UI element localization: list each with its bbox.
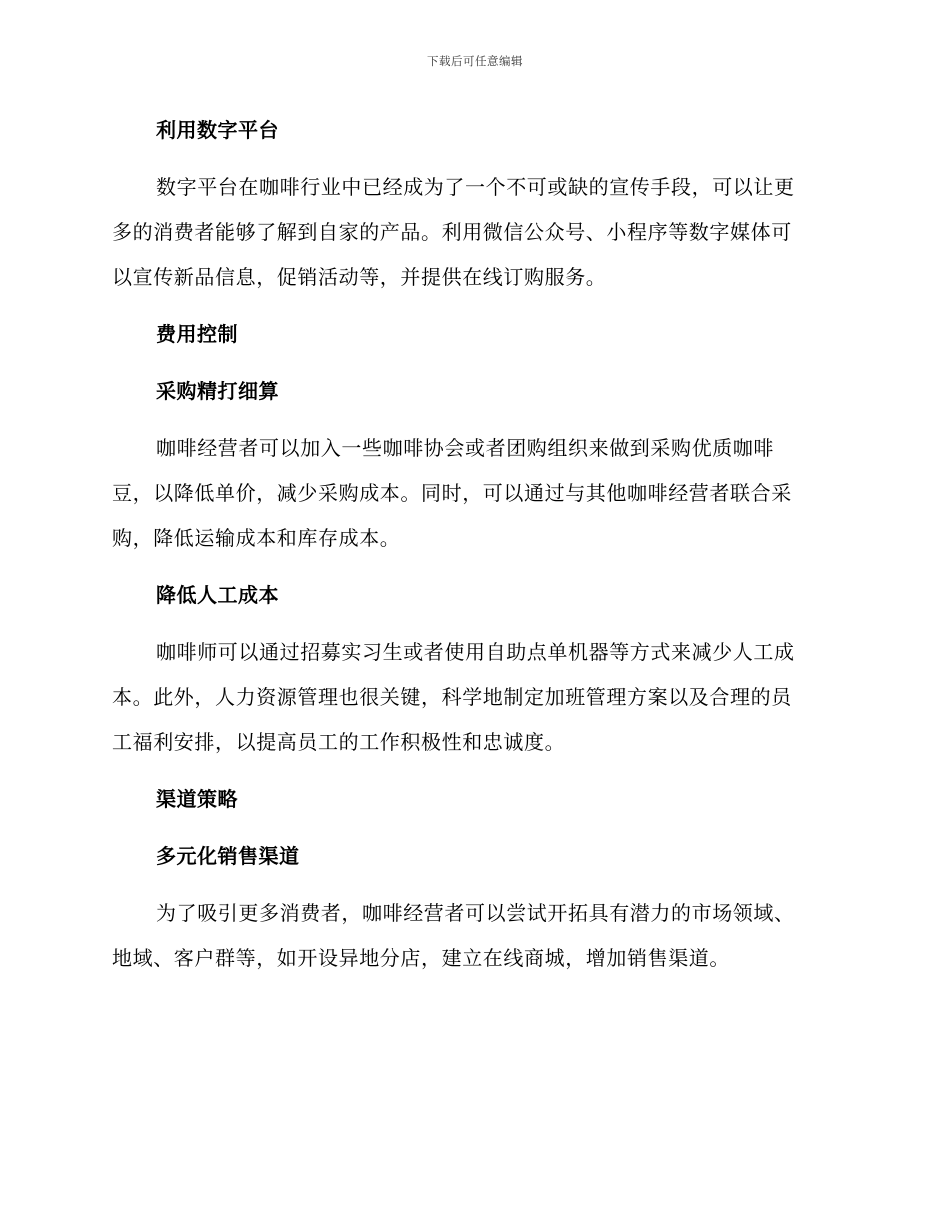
paragraph-labor-cost — [112, 630, 832, 765]
document-body — [112, 108, 832, 993]
paragraph-diversified-channels — [112, 891, 832, 981]
section-heading-labor-cost: 降低人工成本 — [156, 583, 279, 607]
paragraph-line: 地域、客户群等，如开设异地分店，建立在线商城，增加销售渠道。 — [112, 946, 730, 970]
paragraph-procurement — [112, 426, 832, 561]
section-heading-procurement: 采购精打细算 — [156, 379, 279, 403]
section-heading-diversified-channels: 多元化销售渠道 — [156, 844, 300, 868]
page-header: 下载后可任意编辑 — [427, 54, 523, 68]
paragraph-line: 咖啡师可以通过招募实习生或者使用自助点单机器等方式来减少人工成 — [156, 640, 795, 664]
paragraph-line: 本。此外，人力资源管理也很关键，科学地制定加班管理方案以及合理的员 — [112, 685, 792, 709]
paragraph-line: 工福利安排，以提高员工的工作积极性和忠诚度。 — [112, 730, 566, 754]
paragraph-line: 购，降低运输成本和库存成本。 — [112, 526, 401, 550]
section-heading-digital-platform: 利用数字平台 — [156, 118, 279, 142]
paragraph-line: 为了吸引更多消费者，咖啡经营者可以尝试开拓具有潜力的市场领域、 — [156, 901, 795, 925]
paragraph-line: 以宣传新品信息，促销活动等，并提供在线订购服务。 — [112, 265, 607, 289]
paragraph-line: 数字平台在咖啡行业中已经成为了一个不可或缺的宣传手段，可以让更 — [156, 175, 795, 199]
paragraph-line: 多的消费者能够了解到自家的产品。利用微信公众号、小程序等数字媒体可 — [112, 220, 792, 244]
section-heading-channel-strategy: 渠道策略 — [156, 787, 238, 811]
paragraph-digital-platform — [112, 165, 832, 300]
paragraph-line: 豆，以降低单价，减少采购成本。同时，可以通过与其他咖啡经营者联合采 — [112, 481, 792, 505]
section-heading-cost-control: 费用控制 — [156, 322, 238, 346]
paragraph-line: 咖啡经营者可以加入一些咖啡协会或者团购组织来做到采购优质咖啡 — [156, 436, 774, 460]
